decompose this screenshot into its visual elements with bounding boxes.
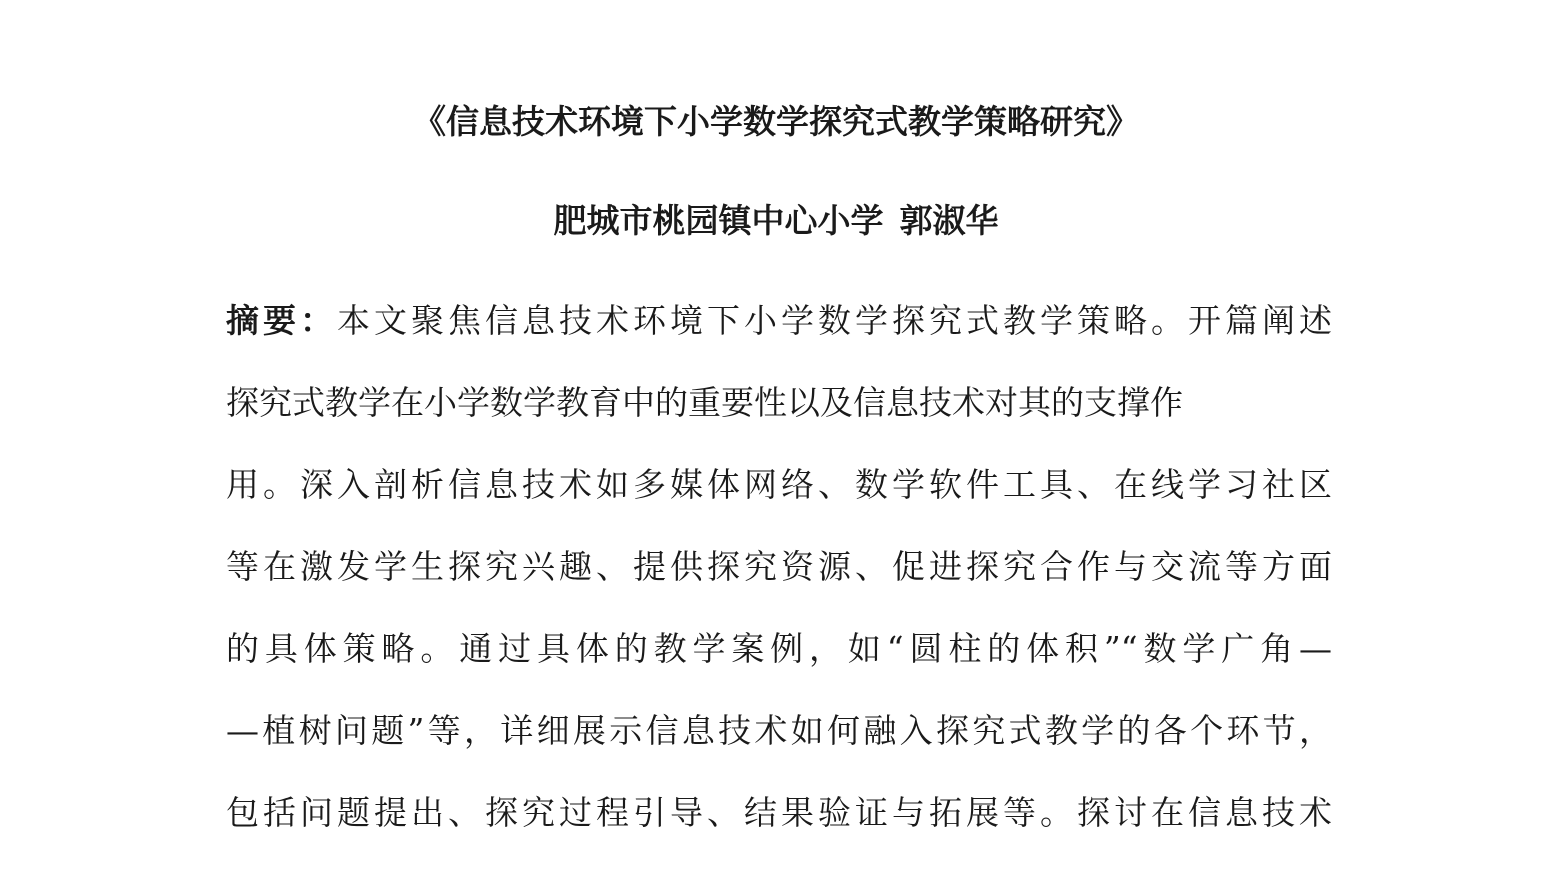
document-title: 《信息技术环境下小学数学探究式教学策略研究》 [413, 102, 1139, 141]
abstract-line: 的具体策略。通过具体的教学案例，如“圆柱的体积”“数学广角— [226, 629, 1332, 668]
abstract-line: 用。深入剖析信息技术如多媒体网络、数学软件工具、在线学习社区 [226, 465, 1332, 504]
author-line [0, 197, 1552, 245]
abstract-paragraph [226, 296, 1332, 870]
abstract-line: —植树问题”等，详细展示信息技术如何融入探究式教学的各个环节， [226, 711, 1332, 750]
author-affiliation: 肥城市桃园镇中心小学 [553, 201, 884, 240]
abstract-label: 摘要： [226, 301, 337, 340]
abstract-text: 本文聚焦信息技术环境下小学数学探究式教学策略。开篇阐述 [337, 301, 1332, 340]
abstract-line [226, 296, 1332, 378]
author-name: 郭淑华 [899, 201, 999, 240]
abstract-line: 等在激发学生探究兴趣、提供探究资源、促进探究合作与交流等方面 [226, 547, 1332, 586]
abstract-line: 探究式教学在小学数学教育中的重要性以及信息技术对其的支撑作 [226, 383, 1183, 422]
abstract-line: 包括问题提出、探究过程引导、结果验证与拓展等。探讨在信息技术 [226, 793, 1332, 832]
